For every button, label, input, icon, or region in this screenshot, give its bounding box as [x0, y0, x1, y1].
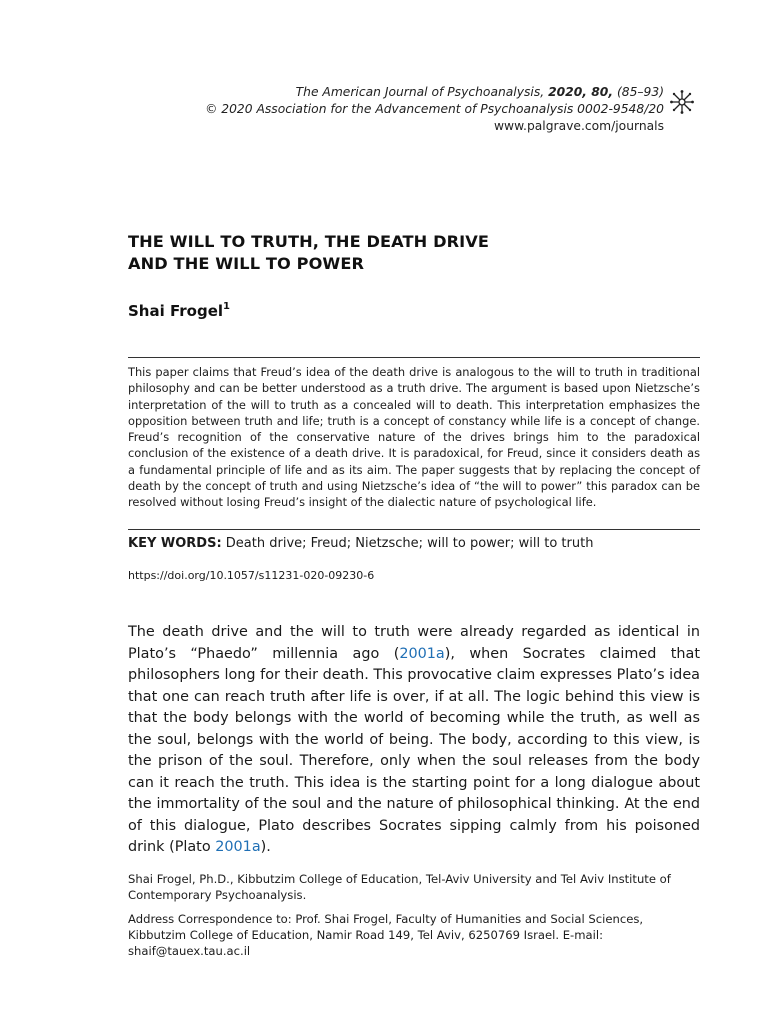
- article-author: [128, 302, 230, 320]
- abstract-top-rule: [128, 357, 700, 358]
- journal-year-volume: 2020, 80,: [548, 85, 614, 99]
- article-title-line-2: AND THE WILL TO POWER: [128, 254, 365, 273]
- body-paragraph: The death drive and the will to truth were already regarded as identical in Plato’s “Phaedo” millennia ago (2001a), when Socrates claimed that philosophers long for their death. This provocative claim expresses Plato’s idea that one can reach truth after life is over, if at all. The logic behind this view is that the body belongs with the world of becoming while the truth, as well as the soul, belongs with the world of being. The body, according to this view, is the prison of the soul. Therefore, only when the soul releases from the body can it reach the truth. This idea is the starting point for a long dialogue about the immortality of the soul and the nature of philosophical thinking. At the end of this dialogue, Plato describes Socrates sipping calmly from his poisoned drink (Plato 2001a).: [128, 624, 700, 855]
- journal-website-link[interactable]: www.palgrave.com/journals: [494, 119, 664, 133]
- footnote-correspondence: Address Correspondence to: Prof. Shai Frogel, Faculty of Humanities and Social Sciences, Kibbutzim College of Education, Namir Road 149, Tel Aviv, 6250769 Israel. E-mail: shaif@tauex.tau.ac.il: [128, 912, 644, 958]
- keywords-label: KEY WORDS:: [128, 536, 222, 551]
- article-title: [128, 231, 648, 275]
- palgrave-logo-icon: [668, 88, 696, 116]
- author-name: Shai Frogel: [128, 302, 224, 320]
- journal-copyright: © 2020 Association for the Advancement of Psychoanalysis 0002-9548/20: [205, 102, 664, 116]
- article-title-line-1: THE WILL TO TRUTH, THE DEATH DRIVE: [128, 232, 490, 251]
- keywords-text: Death drive; Freud; Nietzsche; will to power; will to truth: [225, 536, 594, 551]
- doi-link[interactable]: https://doi.org/10.1057/s11231-020-09230-6: [128, 569, 375, 582]
- citation-link-plato-2001a-second[interactable]: 2001a: [215, 839, 261, 855]
- keywords: [128, 536, 700, 551]
- journal-header: [205, 84, 664, 135]
- author-footnote-mark[interactable]: 1: [223, 301, 230, 312]
- abstract-bottom-rule: [128, 529, 700, 530]
- footnote-affiliation: Shai Frogel, Ph.D., Kibbutzim College of Education, Tel-Aviv University and Tel Aviv Institute of Contemporary Psychoanalysis.: [128, 872, 671, 902]
- journal-pages: (85–93): [616, 85, 664, 99]
- journal-citation-line: The American Journal of Psychoanalysis, 2020, 80, (85–93): [295, 85, 664, 99]
- citation-link-plato-2001a[interactable]: 2001a: [399, 645, 445, 662]
- abstract: This paper claims that Freud’s idea of the death drive is analogous to the will to truth in traditional philosophy and can be better understood as a truth drive. The argument is based upon Nietzsche’s interpretation of the will to truth as a concealed will to death. This interpretation emphasizes the opposition between truth and life; truth is a concept of constancy while life is a concept of change. Freud’s recognition of the conservative nature of the drives brings him to the paradoxical conclusion of the existence of a death drive. It is paradoxical, for Freud, since it considers death as a fundamental principle of life and as its aim. The paper suggests that by replacing the concept of death by the concept of truth and using Nietzsche’s idea of “the will to power” this paradox can be resolved without losing Freud’s insight of the dialectic nature of psychological life.: [128, 365, 700, 510]
